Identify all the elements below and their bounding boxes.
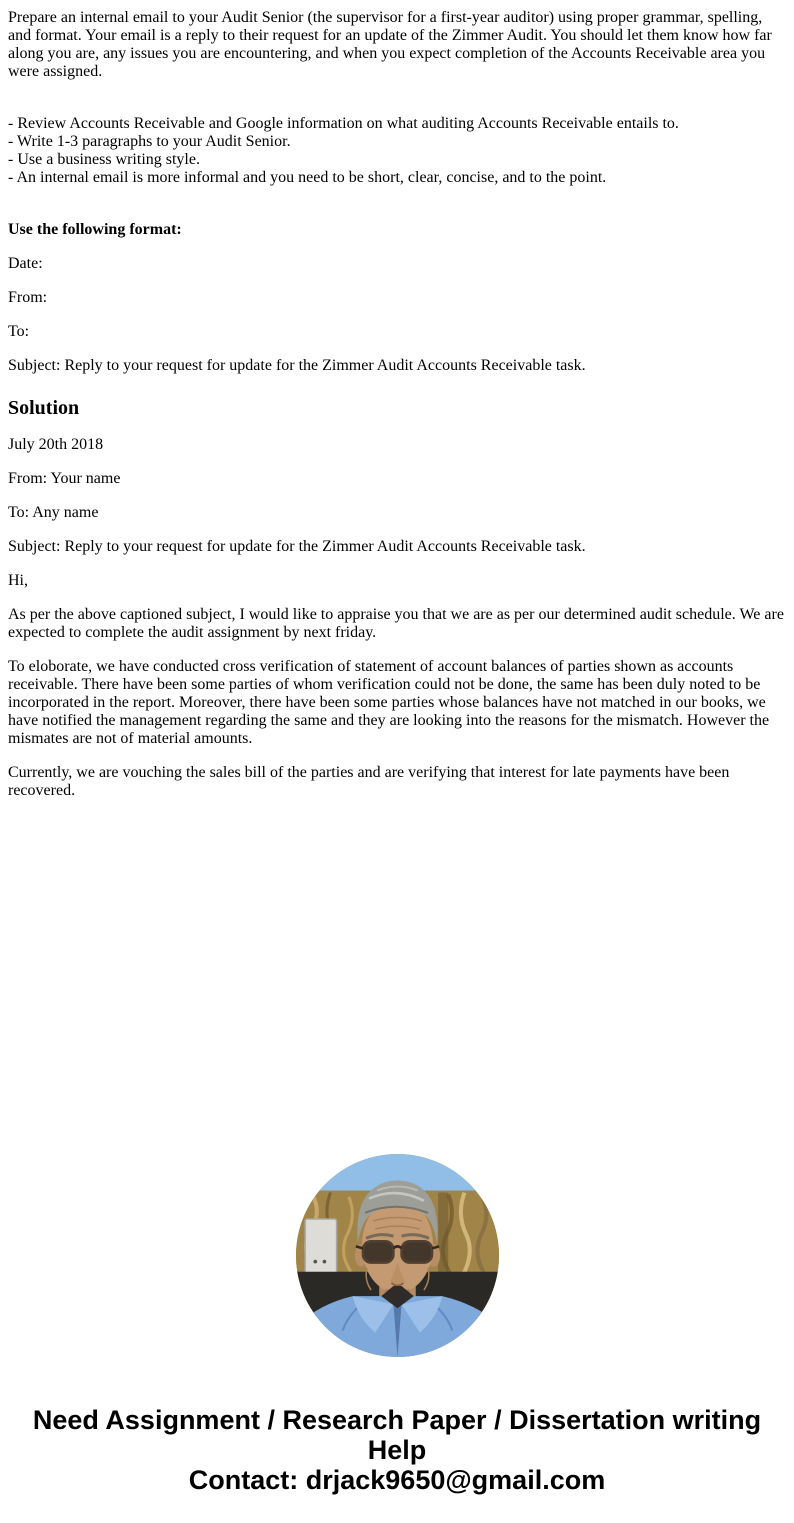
email-greeting: Hi, (8, 572, 28, 589)
email-paragraph: As per the above captioned subject, I would like to appraise you that we are as per our determined audit schedule. We are expected to complete the audit assignment by next friday. (8, 606, 784, 641)
format-subject-label: Subject: Reply to your request for update for the Zimmer Audit Accounts Receivable task. (8, 357, 586, 374)
format-from-label: From: (8, 289, 48, 306)
format-to-label: To: (8, 323, 30, 340)
format-heading: Use the following format: (8, 221, 182, 238)
guideline-item: - Review Accounts Receivable and Google information on what auditing Accounts Receivable entails to. (8, 115, 679, 132)
promo-help-text: Need Assignment / Research Paper / Dissertation writing Help (32, 1405, 762, 1465)
email-paragraph: Currently, we are vouching the sales bill of the parties and are verifying that interest for late payments have been recovered. (8, 764, 730, 799)
email-from: From: Your name (8, 470, 121, 487)
solution-heading: Solution (8, 397, 80, 419)
guideline-item: - Write 1-3 paragraphs to your Audit Senior. (8, 133, 291, 150)
whitespace-spacer (0, 816, 794, 1154)
brief-paragraph: Prepare an internal email to your Audit Senior (the supervisor for a first-year auditor) using proper grammar, spelling, and format. Your email is a reply to their request for an update of the Zimmer Audit. You should let them know how far along you are, any issues you are encountering, and when you expect completion of the Accounts Receivable area you were assigned. (8, 9, 772, 80)
portrait-illustration (296, 1154, 499, 1357)
format-date-label: Date: (8, 255, 43, 272)
brief-guidelines (8, 115, 786, 187)
guideline-item: - An internal email is more informal and you need to be short, clear, concise, and to the point. (8, 169, 607, 186)
email-subject: Subject: Reply to your request for update for the Zimmer Audit Accounts Receivable task. (8, 538, 586, 555)
email-to: To: Any name (8, 504, 99, 521)
email-paragraph: To eloborate, we have conducted cross verification of statement of account balances of parties shown as accounts receivable. There have been some parties of whom verification could not be done, the same has been duly noted to be incorporated in the report. Moreover, there have been some parties whose balances have not matched in our books, we have notified the management regarding the same and they are looking into the reasons for the mismatch. However the mismates are not of material amounts. (8, 658, 770, 747)
promo-footer (17, 1405, 777, 1495)
tutor-avatar (296, 1154, 499, 1357)
promo-contact-text: Contact: drjack9650@gmail.com (188, 1465, 606, 1495)
email-date: July 20th 2018 (8, 436, 104, 453)
guideline-item: - Use a business writing style. (8, 151, 200, 168)
